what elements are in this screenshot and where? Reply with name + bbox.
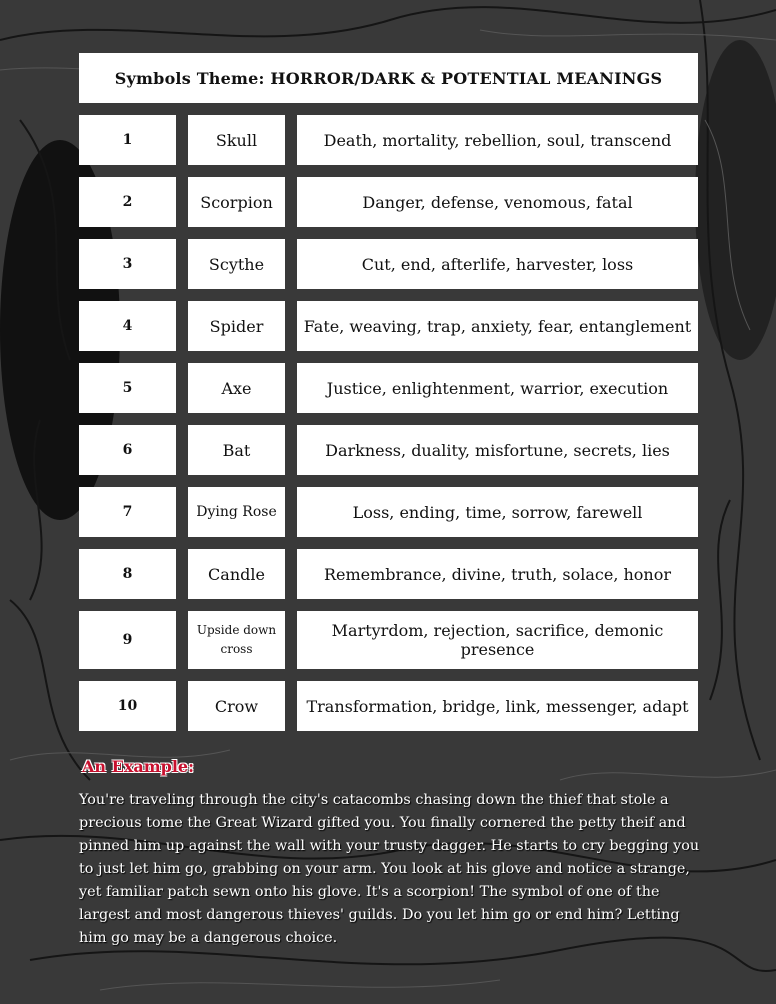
row-meaning: Danger, defense, venomous, fatal	[297, 177, 698, 227]
row-number: 1	[79, 115, 176, 165]
row-symbol: Upside down cross	[188, 611, 285, 669]
row-number: 5	[79, 363, 176, 413]
table-title: Symbols Theme: HORROR/DARK & POTENTIAL MEANINGS	[79, 53, 698, 103]
row-symbol: Bat	[188, 425, 285, 475]
row-meaning: Remembrance, divine, truth, solace, honor	[297, 549, 698, 599]
row-meaning: Darkness, duality, misfortune, secrets, lies	[297, 425, 698, 475]
row-symbol: Spider	[188, 301, 285, 351]
row-number: 3	[79, 239, 176, 289]
row-number: 9	[79, 611, 176, 669]
row-number: 10	[79, 681, 176, 731]
row-symbol: Axe	[188, 363, 285, 413]
example-heading: An Example:	[82, 757, 194, 776]
row-meaning: Death, mortality, rebellion, soul, transcend	[297, 115, 698, 165]
row-symbol: Skull	[188, 115, 285, 165]
row-number: 8	[79, 549, 176, 599]
row-meaning: Fate, weaving, trap, anxiety, fear, entanglement	[297, 301, 698, 351]
row-symbol: Candle	[188, 549, 285, 599]
row-number: 4	[79, 301, 176, 351]
row-number: 6	[79, 425, 176, 475]
row-symbol: Dying Rose	[188, 487, 285, 537]
row-symbol: Crow	[188, 681, 285, 731]
example-paragraph: You're traveling through the city's catacombs chasing down the thief that stole a precious tome the Great Wizard gifted you. You finally cornered the petty theif and pinned him up against the wall with your trusty dagger. He starts to cry begging you to just let him go, grabbing on your arm. You look at his glove and notice a strange, yet familiar patch sewn onto his glove. It's a scorpion! The symbol of one of the largest and most dangerous thieves' guilds. Do you let him go or end him? Letting him go may be a dangerous choice.	[79, 792, 700, 946]
row-meaning: Loss, ending, time, sorrow, farewell	[297, 487, 698, 537]
row-number: 7	[79, 487, 176, 537]
row-symbol: Scorpion	[188, 177, 285, 227]
row-meaning: Justice, enlightenment, warrior, execution	[297, 363, 698, 413]
row-symbol: Scythe	[188, 239, 285, 289]
row-number: 2	[79, 177, 176, 227]
row-meaning: Martyrdom, rejection, sacrifice, demonic presence	[297, 611, 698, 669]
row-meaning: Cut, end, afterlife, harvester, loss	[297, 239, 698, 289]
row-meaning: Transformation, bridge, link, messenger, adapt	[297, 681, 698, 731]
